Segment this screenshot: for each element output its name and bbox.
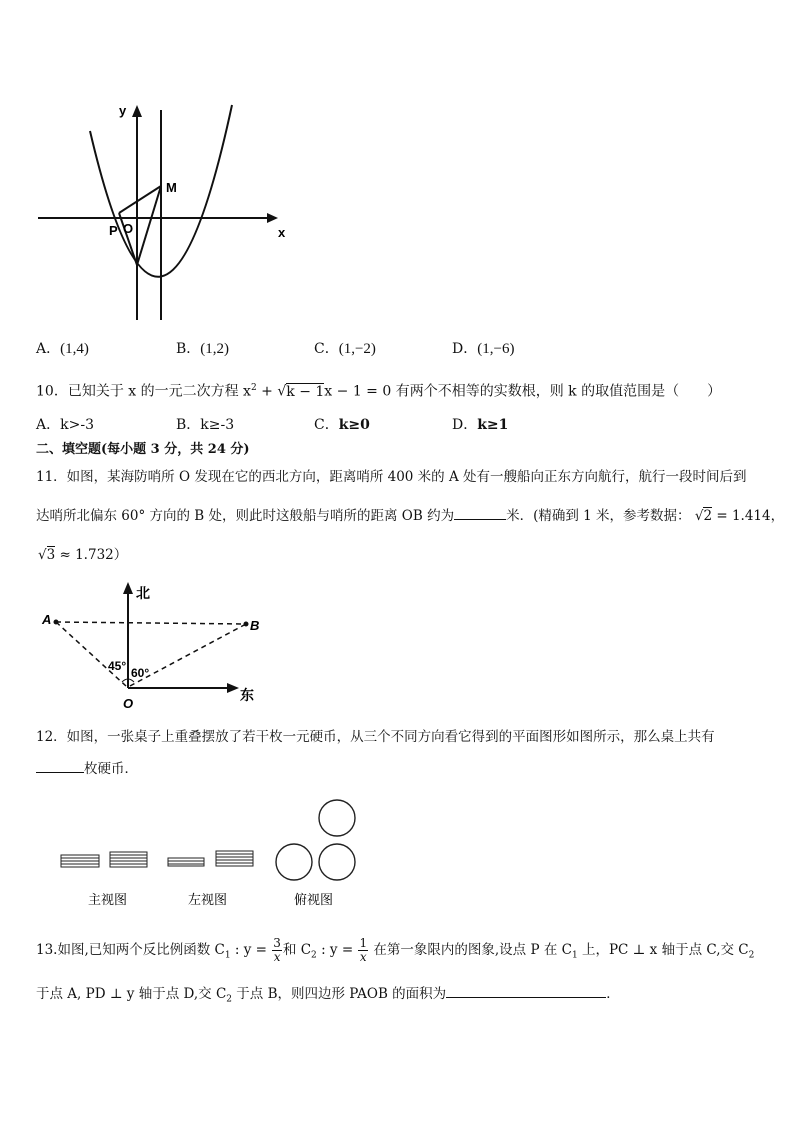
q9-option-a[interactable]: A．(1,4) <box>36 341 89 357</box>
section-heading: 二、填空题(每小题 3 分，共 24 分) <box>36 442 250 457</box>
q13-line2: 于点 A, PD ⊥ y 轴于点 D,交 $C_2$ 于点 B，则四边形 PAOB 的面积为 ． <box>36 983 620 1010</box>
left-view-label: 左视图 <box>188 892 228 907</box>
left-view <box>168 851 253 866</box>
segment-oa <box>56 622 126 686</box>
top-view-label: 俯视图 <box>294 892 334 907</box>
angle-60-label: 60° <box>131 666 150 680</box>
q9-options <box>36 337 556 359</box>
q10-option-c[interactable]: C．k≥0 <box>314 417 370 433</box>
q11-answer-blank[interactable] <box>454 505 506 520</box>
q11-line3: √3 ≈ 1.732） <box>38 547 128 563</box>
q12-line2: 枚硬币． <box>36 758 138 779</box>
q11-line1: 11．如图，某海防哨所 O 发现在它的西北方向，距离哨所 400 米的 A 处有一艘船向正东方向航行，航行一段时间后到 <box>36 469 747 485</box>
q13-line1: 13.如图,已知两个反比例函数 $C_1$ : y = $\frac{3}{x}$ 和 $C_2$ : y = $\frac{1}{x}$ 在第一象限内的图象,设点 P 在 $C_1$ 上，PC ⊥ x 轴于点 C,交 $C_2$ <box>36 936 755 964</box>
top-view <box>276 800 355 880</box>
point-b <box>244 622 249 627</box>
q10-option-a[interactable]: A．k>-3 <box>36 417 94 433</box>
east-arrow <box>227 683 239 693</box>
fraction-3-over-x: $\frac{3}{x}$ <box>273 936 281 964</box>
o-label: O <box>123 696 134 711</box>
fraction-1-over-x: $\frac{1}{x}$ <box>359 936 368 964</box>
y-label: y <box>119 103 127 118</box>
q13-answer-blank[interactable] <box>446 983 606 998</box>
q10-option-b[interactable]: B．k≥-3 <box>176 417 235 433</box>
q11-line2: 达哨所北偏东 60° 方向的 B 处，则此时这般船与哨所的距离 OB 约为 米．(精确到 1 米，参考数据： √2 = 1.414， <box>36 505 784 526</box>
q9-option-d[interactable]: D．(1,−6) <box>452 341 515 357</box>
segment-m-bottom <box>137 186 161 265</box>
compass-figure <box>36 578 276 718</box>
q10-stem: 10．已知关于 x 的一元二次方程 $x^2 + √k - 1x - 1 = 0$ 有两个不相等的实数根，则 k 的取值范围是（ ） <box>36 383 722 400</box>
segment-ab <box>56 622 246 624</box>
parabola-figure <box>30 95 300 330</box>
x-axis-arrow <box>267 213 278 223</box>
p-label: P <box>109 223 118 238</box>
three-views-figure <box>56 796 376 920</box>
angle-45-label: 45° <box>108 659 127 673</box>
q12-answer-blank[interactable] <box>36 758 84 773</box>
m-label: M <box>166 180 177 195</box>
front-view <box>61 852 147 867</box>
q9-option-c[interactable]: C．(1,−2) <box>314 341 376 357</box>
east-label: 东 <box>240 687 254 703</box>
a-label: A <box>42 612 52 627</box>
point-a <box>54 620 59 625</box>
q10-option-d[interactable]: D．k≥1 <box>452 417 509 433</box>
sqrt-symbol: √ <box>694 508 704 524</box>
sqrt-symbol: √ <box>38 547 47 563</box>
x-label: x <box>278 225 286 240</box>
q10-options <box>36 414 556 434</box>
q12-line1: 12．如图，一张桌子上重叠摆放了若干枚一元硬币，从三个不同方向看它得到的平面图形如图所示，那么桌上共有 <box>36 729 715 745</box>
front-view-label: 主视图 <box>88 892 128 907</box>
north-label: 北 <box>136 585 150 601</box>
o-label: O <box>123 221 134 236</box>
q9-option-b[interactable]: B．(1,2) <box>176 341 230 357</box>
sqrt-symbol: √ <box>277 383 287 400</box>
y-axis-arrow <box>132 105 142 117</box>
north-arrow <box>123 582 133 594</box>
b-label: B <box>250 618 260 633</box>
